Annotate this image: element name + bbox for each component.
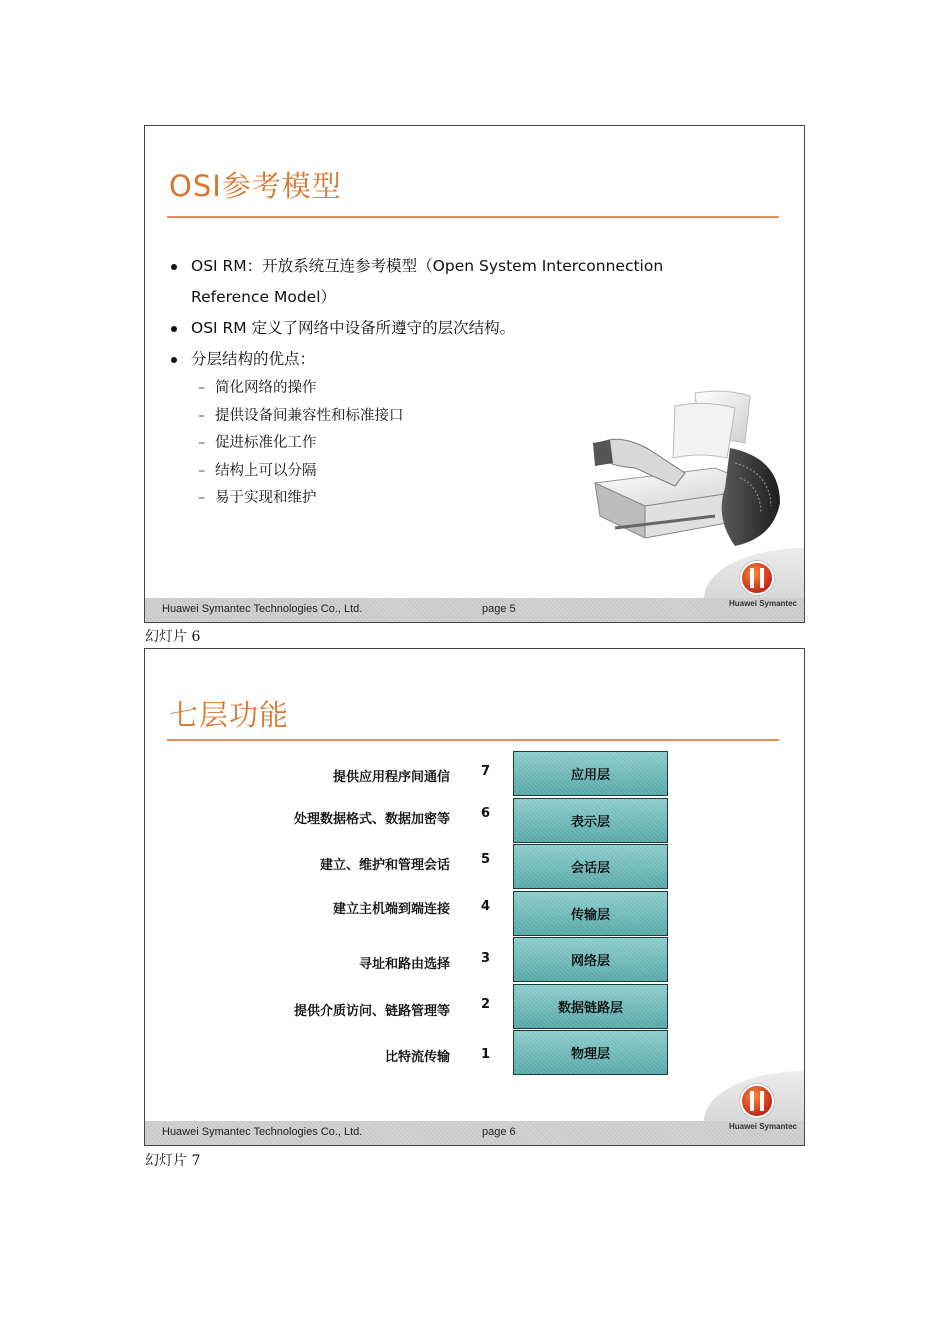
layer-box-network: 网络层 — [513, 937, 668, 982]
layer-description: 建立主机端到端连接 — [332, 902, 450, 917]
layer-description: 建立、维护和管理会话 — [319, 858, 450, 873]
bullet-item — [171, 313, 731, 344]
dash-icon: – — [198, 380, 206, 396]
slide-footer — [145, 1121, 804, 1145]
slide-seven-layers — [144, 648, 805, 1146]
layer-number: 6 — [481, 806, 491, 821]
sub-item-text: 结构上可以分隔 — [215, 462, 317, 479]
layer-number: 7 — [481, 764, 491, 779]
dash-icon: – — [198, 435, 206, 451]
sub-item-text: 易于实现和维护 — [215, 490, 317, 506]
slide-osi-model — [144, 125, 805, 623]
layer-description: 比特流传输 — [384, 1050, 450, 1065]
sub-item-text: 促进标准化工作 — [215, 435, 317, 451]
dash-icon: – — [198, 490, 206, 506]
bullet-dot-icon — [171, 264, 177, 270]
layer-number: 5 — [481, 852, 491, 867]
huawei-logo-icon — [740, 561, 774, 595]
slide-caption: 幻灯片 6 — [145, 629, 201, 645]
logo-text: Huawei Symantec — [728, 599, 797, 608]
layer-box-physical: 物理层 — [513, 1030, 668, 1075]
logo-text: Huawei Symantec — [728, 1122, 797, 1131]
bullet-dot-icon — [171, 326, 177, 332]
bullet-dot-icon — [171, 357, 177, 363]
footer-company: Huawei Symantec Technologies Co., Ltd. — [162, 603, 363, 615]
bullet-item — [171, 251, 731, 313]
bullet-item — [171, 344, 731, 375]
layer-number: 4 — [481, 899, 491, 914]
footer-page-number: page 5 — [482, 603, 516, 615]
slide-title: OSI参考模型 — [169, 169, 342, 203]
title-divider — [167, 739, 779, 741]
layer-box-application: 应用层 — [513, 751, 668, 796]
printer-hand-illustration — [575, 388, 785, 548]
layer-number: 2 — [481, 997, 491, 1012]
footer-company: Huawei Symantec Technologies Co., Ltd. — [162, 1126, 363, 1138]
sub-item-text: 简化网络的操作 — [215, 380, 317, 396]
slide-footer — [145, 598, 804, 622]
slide-caption: 幻灯片 7 — [145, 1153, 201, 1169]
bullet-text: 分层结构的优点： — [191, 350, 316, 368]
layer-description: 提供介质访问、链路管理等 — [293, 1004, 450, 1019]
layer-number: 1 — [481, 1047, 491, 1062]
layer-box-presentation: 表示层 — [513, 798, 668, 843]
bullet-text: OSI RM：开放系统互连参考模型（Open System Interconnection Reference Model） — [191, 257, 664, 306]
title-divider — [167, 216, 779, 218]
huawei-logo-icon — [740, 1084, 774, 1118]
layer-box-session: 会话层 — [513, 844, 668, 889]
layer-description: 寻址和路由选择 — [358, 957, 450, 972]
layer-box-data-link: 数据链路层 — [513, 984, 668, 1029]
layer-box-transport: 传输层 — [513, 891, 668, 936]
layer-description: 处理数据格式、数据加密等 — [293, 812, 450, 827]
dash-icon: – — [198, 407, 206, 424]
slide-title: 七层功能 — [169, 698, 290, 732]
layer-number: 3 — [481, 951, 491, 966]
bullet-text: OSI RM 定义了网络中设备所遵守的层次结构。 — [191, 319, 516, 337]
sub-item-text: 提供设备间兼容性和标准接口 — [215, 407, 404, 424]
dash-icon: – — [198, 462, 206, 479]
footer-page-number: page 6 — [482, 1126, 516, 1138]
layer-description: 提供应用程序间通信 — [332, 770, 450, 785]
